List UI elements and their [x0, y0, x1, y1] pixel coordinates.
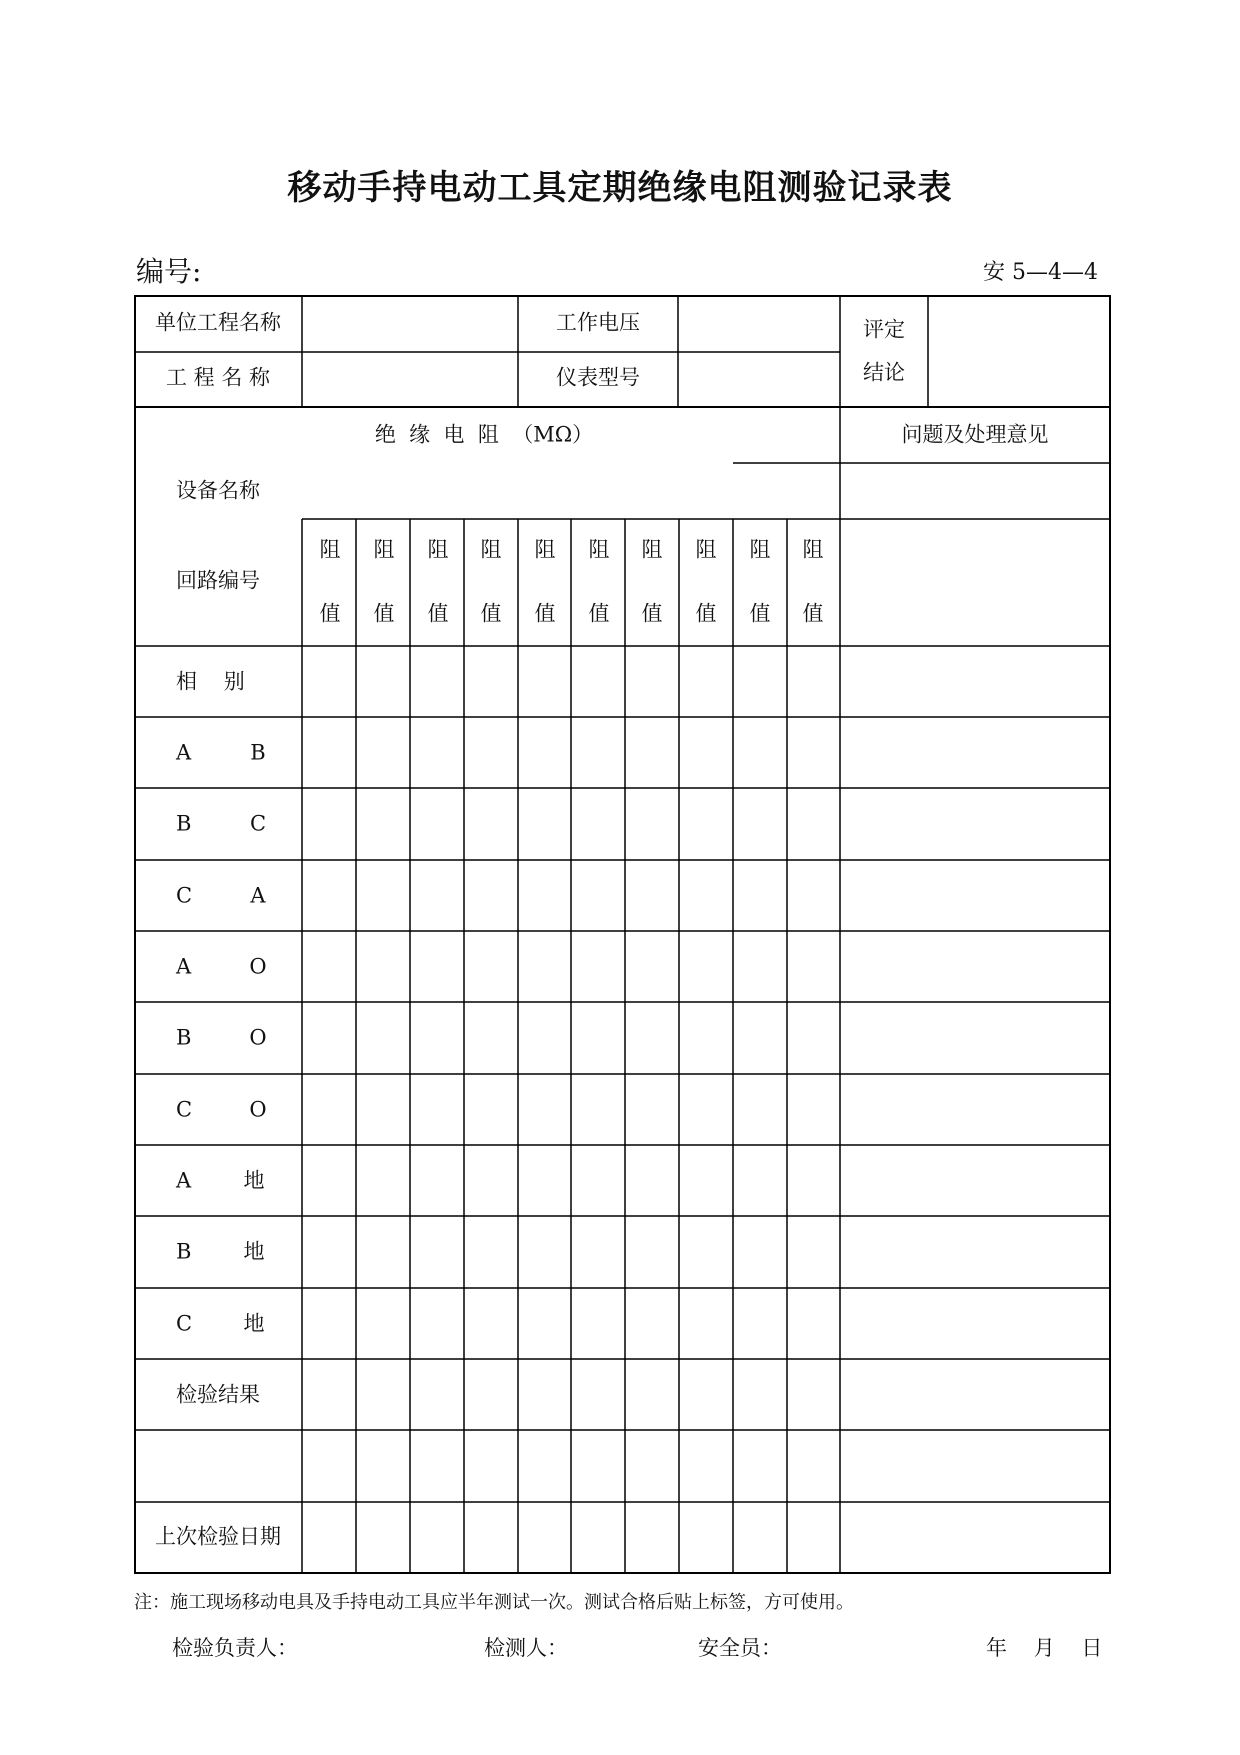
row-5-phase-b: O — [249, 1025, 267, 1050]
row-3-phase-a: C — [176, 883, 193, 908]
meter-model-label: 仪表型号 — [556, 365, 640, 390]
value-header-10-top: 阻 — [802, 537, 824, 562]
row-8-phase-b: 地 — [243, 1239, 265, 1264]
row-5-phase-a: B — [176, 1025, 192, 1050]
evaluation-label-2: 结论 — [863, 360, 905, 385]
row-4-phase-b: O — [249, 954, 267, 979]
footnote: 注：施工现场移动电具及手持电动工具应半年测试一次。测试合格后贴上标签，方可使用。 — [134, 1592, 854, 1613]
value-header-8-bottom: 值 — [695, 601, 717, 626]
value-header-2-top: 阻 — [373, 537, 395, 562]
row-6-phase-a: C — [176, 1097, 193, 1122]
phase-label: 相 别 — [176, 669, 245, 694]
row-9-phase-a: C — [176, 1311, 193, 1336]
row-4-phase-a: A — [176, 954, 192, 979]
value-header-1-bottom: 值 — [319, 601, 341, 626]
value-header-1-top: 阻 — [319, 537, 341, 562]
row-2-phase-a: B — [176, 811, 192, 836]
row-1-phase-b: B — [250, 740, 266, 765]
page-title: 移动手持电动工具定期绝缘电阻测验记录表 — [287, 168, 953, 208]
safety-officer-label: 安全员： — [698, 1636, 782, 1660]
row-9-phase-b: 地 — [243, 1311, 265, 1336]
row-3-phase-b: A — [250, 883, 266, 908]
evaluation-label-1: 评定 — [863, 317, 905, 342]
project-name-label: 工 程 名 称 — [165, 365, 271, 390]
row-1-phase-a: A — [176, 740, 192, 765]
row-8-phase-a: B — [176, 1239, 192, 1264]
value-header-4-top: 阻 — [480, 537, 502, 562]
row-7-phase-a: A — [176, 1168, 192, 1193]
working-voltage-label: 工作电压 — [556, 310, 640, 335]
date-label: 年 月 日 — [986, 1636, 1103, 1660]
inspector-in-charge-label: 检验负责人： — [172, 1636, 298, 1660]
inspection-result-label: 检验结果 — [176, 1382, 260, 1407]
row-6-phase-b: O — [249, 1097, 267, 1122]
row-7-phase-b: 地 — [243, 1168, 265, 1193]
value-header-5-bottom: 值 — [534, 601, 556, 626]
value-header-9-bottom: 值 — [749, 601, 771, 626]
circuit-number-label: 回路编号 — [176, 568, 260, 593]
form-number: 安 5—4—4 — [983, 260, 1098, 285]
insulation-resistance-heading: 绝 缘 电 阻 （MΩ） — [374, 422, 594, 447]
device-name-label: 设备名称 — [176, 478, 260, 503]
value-header-4-bottom: 值 — [480, 601, 502, 626]
value-header-6-bottom: 值 — [588, 601, 610, 626]
value-header-3-top: 阻 — [427, 537, 449, 562]
value-header-6-top: 阻 — [588, 537, 610, 562]
value-header-3-bottom: 值 — [427, 601, 449, 626]
last-inspection-date-label: 上次检验日期 — [155, 1524, 281, 1549]
code-label: 编号: — [136, 255, 202, 288]
row-2-phase-b: C — [249, 811, 267, 836]
unit-project-name-label: 单位工程名称 — [155, 310, 281, 335]
value-header-9-top: 阻 — [749, 537, 771, 562]
value-header-7-bottom: 值 — [641, 601, 663, 626]
value-header-10-bottom: 值 — [802, 601, 824, 626]
value-header-8-top: 阻 — [695, 537, 717, 562]
value-header-7-top: 阻 — [641, 537, 663, 562]
value-header-5-top: 阻 — [534, 537, 556, 562]
issues-heading: 问题及处理意见 — [901, 422, 1049, 447]
tester-label: 检测人： — [484, 1636, 568, 1660]
value-header-2-bottom: 值 — [373, 601, 395, 626]
